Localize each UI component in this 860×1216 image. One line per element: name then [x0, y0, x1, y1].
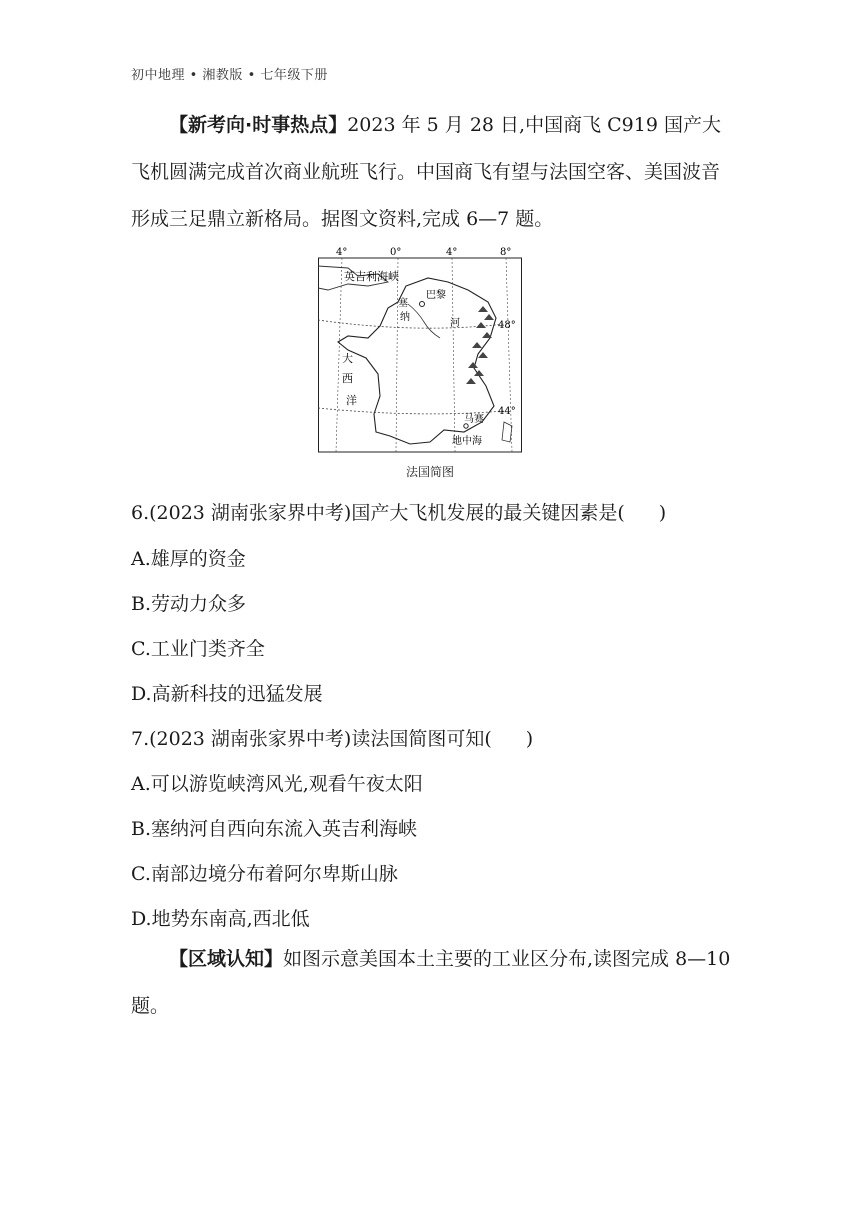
intro-text: 2023 年 5 月 28 日,中国商飞 C919 国产大飞机圆满完成首次商业航班飞行。中国商飞有望与法国空客、美国波音形成三足鼎立新格局。据图文资料,完成 6—7 题。	[131, 114, 721, 230]
page-header: 初中地理 • 湘教版 • 七年级下册	[131, 68, 328, 83]
place-label: 纳	[400, 312, 410, 323]
next-text: 如图示意美国本土主要的工业区分布,读图完成 8—10 题。	[131, 948, 731, 1017]
q7-option: C.南部边境分布着阿尔卑斯山脉	[131, 863, 398, 885]
map-caption: 法国简图	[405, 465, 454, 479]
place-label: 巴黎	[426, 290, 446, 301]
france-map	[318, 246, 522, 456]
intro-tag: 【新考向·时事热点】	[169, 114, 348, 136]
place-label: 大	[342, 352, 353, 365]
intro-paragraph	[131, 102, 731, 243]
lon-label: 4°	[446, 247, 458, 258]
q6-option: C.工业门类齐全	[131, 638, 265, 660]
q7-option: D.地势东南高,西北低	[131, 908, 310, 930]
lon-label: 0°	[390, 247, 402, 258]
place-label: 洋	[346, 394, 357, 407]
next-tag: 【区域认知】	[169, 948, 284, 970]
q6-option: D.高新科技的迅猛发展	[131, 683, 323, 705]
next-paragraph	[131, 936, 731, 1030]
q7-stem: 7.(2023 湖南张家界中考)读法国简图可知( )	[131, 728, 534, 750]
q6-option: B.劳动力众多	[131, 593, 247, 615]
lon-label: 4°	[336, 247, 348, 258]
lat-label: 48°	[498, 320, 516, 331]
place-label: 马赛	[464, 414, 484, 425]
place-label: 西	[342, 372, 353, 385]
place-label: 地中海	[452, 436, 482, 447]
q7-option: B.塞纳河自西向东流入英吉利海峡	[131, 818, 418, 840]
lat-label: 44°	[498, 406, 516, 417]
q6-option: A.雄厚的资金	[131, 548, 246, 570]
lon-label: 8°	[500, 247, 512, 258]
place-label: 英吉利海峡	[344, 270, 399, 283]
place-label: 塞	[398, 298, 408, 309]
q7-option: A.可以游览峡湾风光,观看午夜太阳	[131, 773, 423, 795]
place-label: 河	[450, 318, 460, 329]
q6-stem: 6.(2023 湖南张家界中考)国产大飞机发展的最关键因素是( )	[131, 502, 667, 524]
